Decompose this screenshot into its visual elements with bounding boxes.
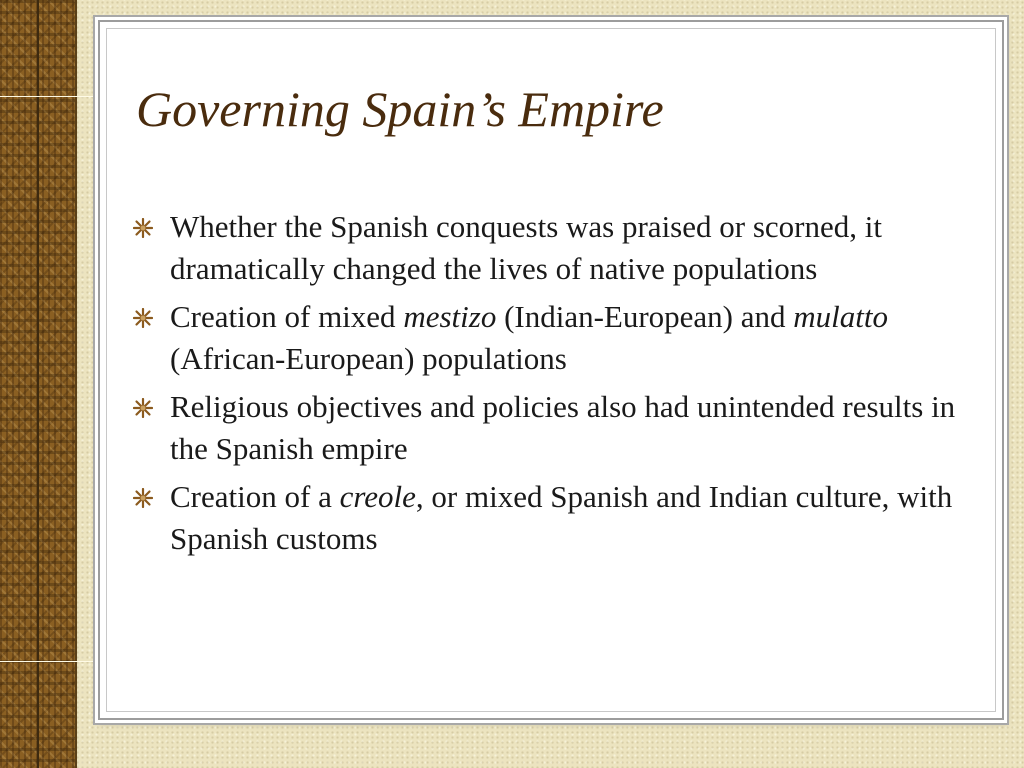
bullet-item bbox=[130, 206, 980, 290]
star-burst-icon bbox=[133, 398, 153, 418]
bullet-text-middle: (Indian-European) and bbox=[496, 299, 794, 334]
star-burst-icon bbox=[133, 218, 153, 238]
bullet-text: Whether the Spanish conquests was praised or scorned, it dramatically changed the lives of native populations bbox=[170, 209, 882, 286]
bullet-item bbox=[130, 296, 980, 380]
strip-edge-line bbox=[75, 0, 77, 768]
strip-divider-line bbox=[37, 0, 39, 768]
bullet-text-prefix: Creation of a bbox=[170, 479, 340, 514]
decorative-rule bbox=[0, 96, 100, 97]
bullet-item bbox=[130, 476, 980, 560]
bullet-item bbox=[130, 386, 980, 470]
term-mestizo: mestizo bbox=[403, 299, 497, 334]
bullet-text: Religious objectives and policies also had unintended results in the Spanish empire bbox=[170, 389, 956, 466]
bullet-text-suffix: (African-European) populations bbox=[170, 341, 567, 376]
bullet-text-suffix: , or mixed Spanish and Indian culture, with Spanish customs bbox=[170, 479, 953, 556]
decorative-rule bbox=[0, 661, 100, 662]
term-mulatto: mulatto bbox=[793, 299, 888, 334]
bullet-list bbox=[130, 206, 980, 566]
slide-card bbox=[98, 20, 1004, 720]
star-burst-icon bbox=[133, 488, 153, 508]
decorative-side-strip bbox=[0, 0, 75, 768]
star-burst-icon bbox=[133, 308, 153, 328]
slide-title: Governing Spain’s Empire bbox=[136, 81, 664, 137]
bullet-text-prefix: Creation of mixed bbox=[170, 299, 404, 334]
term-creole: creole bbox=[339, 479, 416, 514]
